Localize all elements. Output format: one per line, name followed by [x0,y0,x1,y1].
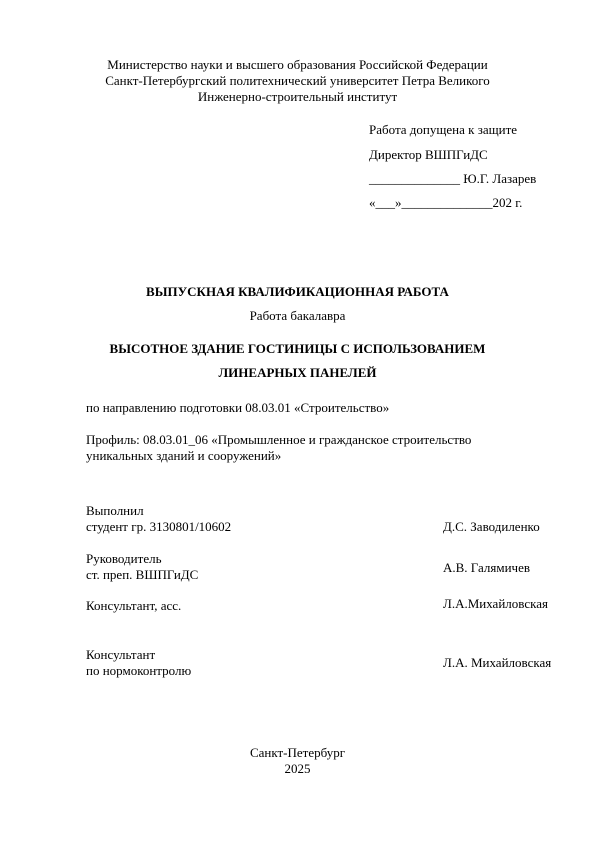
signatory-name: А.В. Галямичев [443,560,530,575]
signatory-role: Руководитель [86,551,162,566]
footer-year: 2025 [284,761,311,776]
direction-text: по направлению подготовки 08.03.01 «Строительство» [86,400,390,415]
footer-city: Санкт-Петербург [249,745,346,760]
signatory-role-detail: по нормоконтролю [86,663,192,678]
signatory-role-detail: ст. преп. ВШПГиДС [86,567,199,582]
profile-line-2: уникальных зданий и сооружений» [86,448,282,463]
work-type-heading: ВЫПУСКНАЯ КВАЛИФИКАЦИОННАЯ РАБОТА [146,284,449,299]
work-subtype: Работа бакалавра [249,308,346,323]
university-line: Санкт-Петербургский политехнический университет Петра Великого [105,73,490,88]
signatory-role-detail: студент гр. 3130801/10602 [86,519,232,534]
signatory-name: Л.А.Михайловская [443,596,548,611]
topic-line-2: ЛИНЕАРНЫХ ПАНЕЛЕЙ [218,365,377,380]
approval-date-line: «___»______________202 г. [369,195,523,210]
profile-line-1: Профиль: 08.03.01_06 «Промышленное и гражданское строительство [86,432,472,447]
ministry-line: Министерство науки и высшего образования Российской Федерации [107,57,488,72]
signatory-role: Консультант, асс. [86,598,182,613]
institute-line: Инженерно-строительный институт [197,89,398,104]
topic-line-1: ВЫСОТНОЕ ЗДАНИЕ ГОСТИНИЦЫ С ИСПОЛЬЗОВАНИЕМ [109,341,486,356]
signatory-role: Консультант [86,647,156,662]
director-signature-line: ______________ Ю.Г. Лазарев [369,171,537,186]
signatory-name: Д.С. Заводиленко [443,519,540,534]
director-title: Директор ВШПГиДС [369,147,488,162]
signatory-role: Выполнил [86,503,144,518]
admitted-text: Работа допущена к защите [369,122,518,137]
signatory-name: Л.А. Михайловская [443,655,552,670]
